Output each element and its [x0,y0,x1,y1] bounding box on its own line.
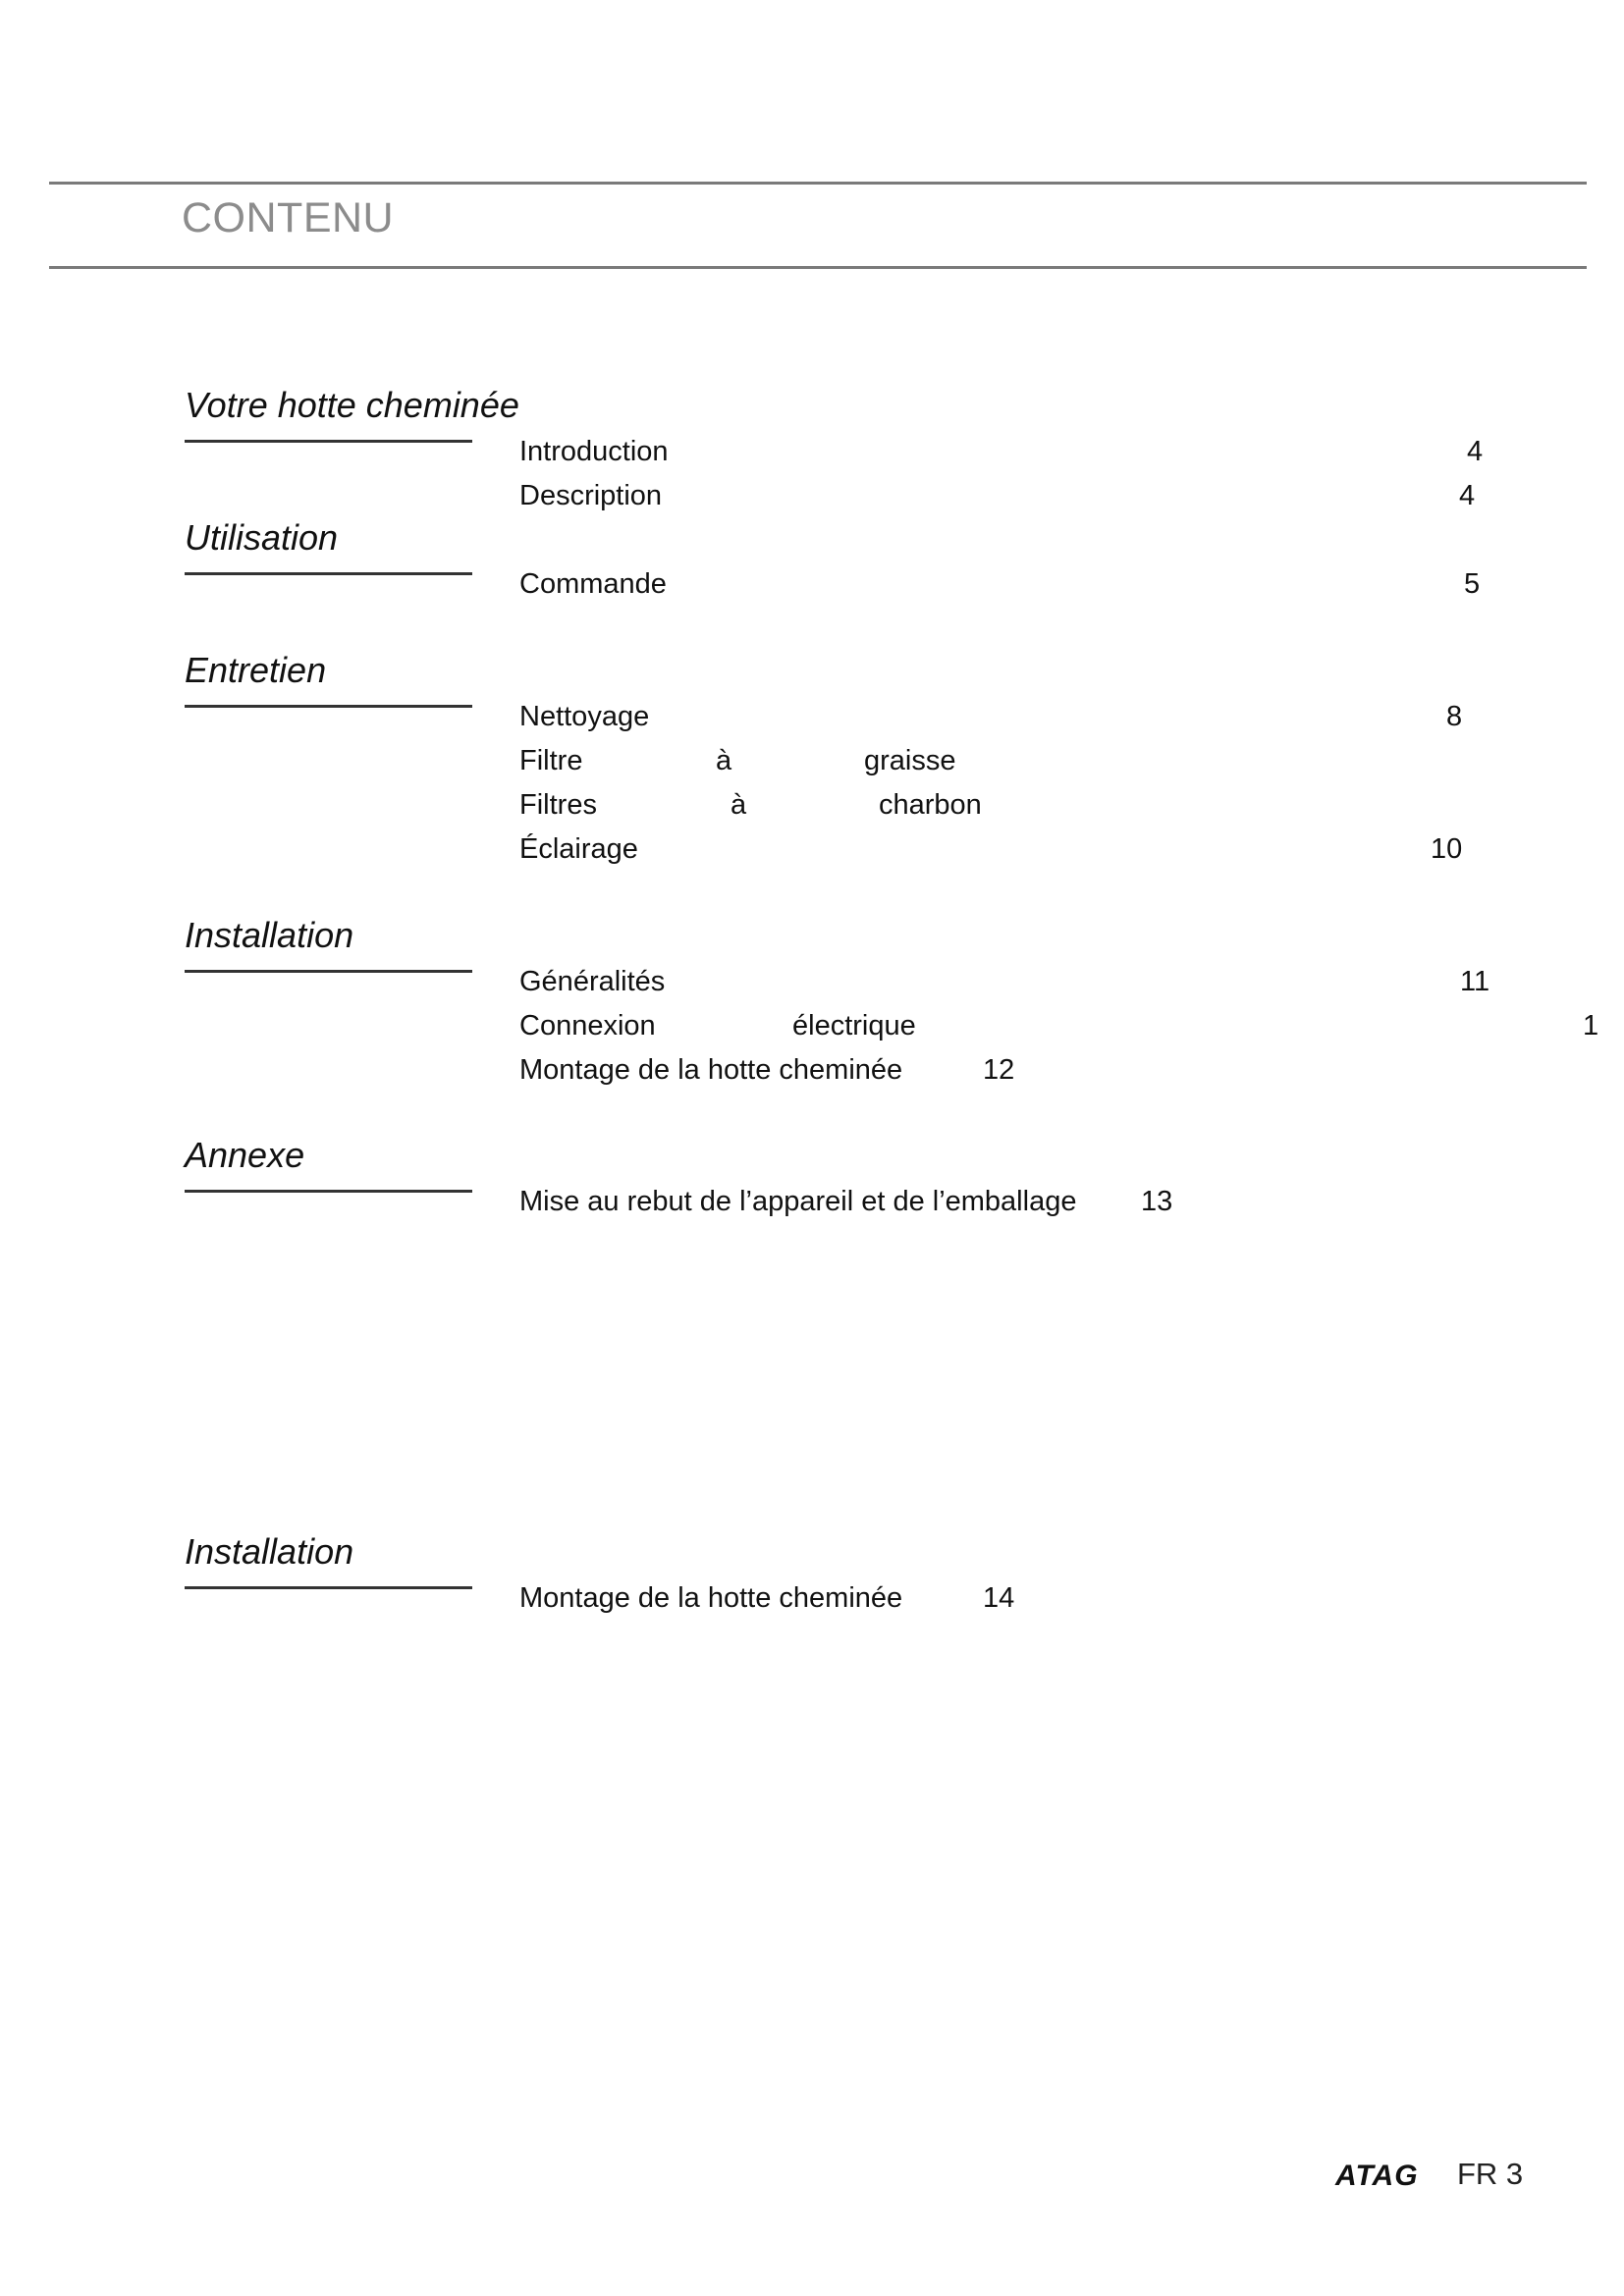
toc-entry-label: Montage de la hotte cheminée [519,1582,903,1614]
section-rule [185,705,472,708]
toc-entry-page: 4 [1467,436,1484,467]
toc-entry-word: Filtre [519,745,583,776]
toc-entry-page: 5 [1464,568,1481,600]
toc-entry-page: 12 [983,1054,1015,1086]
toc-entry-word: électrique [792,1010,916,1041]
page-title: CONTENU [182,194,395,241]
toc-entry-label: Introduction [519,436,669,467]
header-bottom-rule [49,266,1587,269]
toc-entry-word: graisse [864,745,956,776]
toc-entry-word: à [716,745,732,776]
toc-entry-word: Connexion [519,1010,656,1041]
toc-entry-page: 14 [983,1582,1015,1614]
toc-entry-page: 11 [1460,966,1490,997]
toc-entry-label: Description [519,480,663,511]
section-title-installation: Installation [185,915,354,955]
section-title-annexe: Annexe [185,1135,305,1175]
toc-entry-label: Commande [519,568,667,600]
toc-entry-page: 1 [1583,1010,1599,1041]
page-number: FR 3 [1457,2157,1524,2191]
toc-entry-page: 8 [1446,701,1463,732]
toc-entry-word: à [731,789,747,821]
toc-entry-label: Montage de la hotte cheminée [519,1054,903,1086]
section-title-votre-hotte: Votre hotte cheminée [185,385,519,425]
section-rule [185,1190,472,1193]
section-title-entretien: Entretien [185,650,327,690]
toc-entry-label: Généralités [519,966,666,997]
toc-entry-page: 13 [1141,1186,1173,1217]
toc-entry-label: Éclairage [519,833,638,865]
toc-entry-word: Filtres [519,789,597,821]
header-top-rule [49,182,1587,185]
section-rule [185,572,472,575]
toc-entry-label: Nettoyage [519,701,650,732]
section-title-utilisation: Utilisation [185,517,339,558]
toc-entry-word: charbon [879,789,982,821]
toc-entry-label: Mise au rebut de l’appareil et de l’emballage [519,1186,1077,1217]
section-rule [185,1586,472,1589]
section-rule [185,970,472,973]
toc-entry-page: 10 [1431,833,1463,865]
atag-logo: ATAG [1335,2160,1419,2192]
section-title-installation-2: Installation [185,1531,354,1572]
toc-entry-page: 4 [1459,480,1476,511]
section-rule [185,440,472,443]
